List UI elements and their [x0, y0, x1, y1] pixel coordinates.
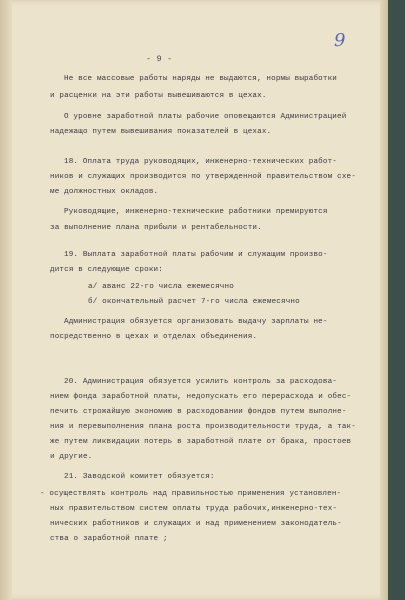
text-line: дится в следующие сроки:: [50, 266, 163, 274]
handwritten-page-number: 9: [334, 30, 346, 51]
text-line: нических работников и служащих и над применением законодатель-: [50, 520, 342, 528]
page-number: - 9 -: [146, 54, 173, 64]
section-21-heading: 21. Заводской комитет обязуется:: [64, 473, 215, 481]
text-line: Не все массовые работы наряды не выдаются, нормы выработки: [64, 75, 338, 83]
text-line: и другие.: [50, 453, 93, 461]
text-line: посредственно в цехах и отделах объединения.: [50, 333, 258, 341]
text-line: нием фонда заработной платы, недопускать его перерасхода и обес-: [50, 393, 352, 401]
section-20-heading: 20. Администрация обязуется усилить контроль за расходова-: [64, 378, 338, 386]
text-line: же путем ликвидации потерь в заработной плате от брака, простоев: [50, 438, 352, 446]
page-edge: [380, 0, 388, 600]
text-line: и расценки на эти работы вывешиваются в цехах.: [50, 92, 267, 100]
list-item: б/ окончательный расчет 7-го числа ежемесячно: [88, 298, 300, 306]
text-line: надежащо путем вывешивания показателей в цехах.: [50, 128, 272, 136]
text-line: Администрация обязуется организовать выдачу зарплаты не-: [64, 318, 328, 326]
text-line: за выполнение плана прибыли и рентабельности.: [50, 224, 262, 232]
text-line: Руководящие, инженерно-технические работники премируются: [64, 208, 328, 216]
text-line: ния и перевыполнения плана роста производительности труда, а так-: [50, 423, 356, 431]
text-line: ме должностных окладов.: [50, 188, 159, 196]
list-item: а/ аванс 22-го числа ежемесячно: [88, 283, 234, 291]
list-item: - осуществлять контроль над правильностью применения установлен-: [40, 490, 342, 498]
text-line: ников и служащих производится по утвержденной правительством схе-: [50, 173, 356, 181]
text-line: ства о заработной плате ;: [50, 535, 168, 543]
binding-edge: [0, 0, 12, 600]
section-19-heading: 19. Выплата заработной платы рабочим и служащим произво-: [64, 251, 328, 259]
text-line: ных правительством систем оплаты труда рабочих,инженерно-тех-: [50, 505, 338, 513]
text-line: О уровне заработной платы рабочие оповещаются Администрацией: [64, 113, 347, 121]
text-line: печить строжайшую экономию в расходовании фондов путем выполне-: [50, 408, 347, 416]
section-18-heading: 18. Оплата труда руководящих, инженерно-технических работ-: [64, 158, 338, 166]
